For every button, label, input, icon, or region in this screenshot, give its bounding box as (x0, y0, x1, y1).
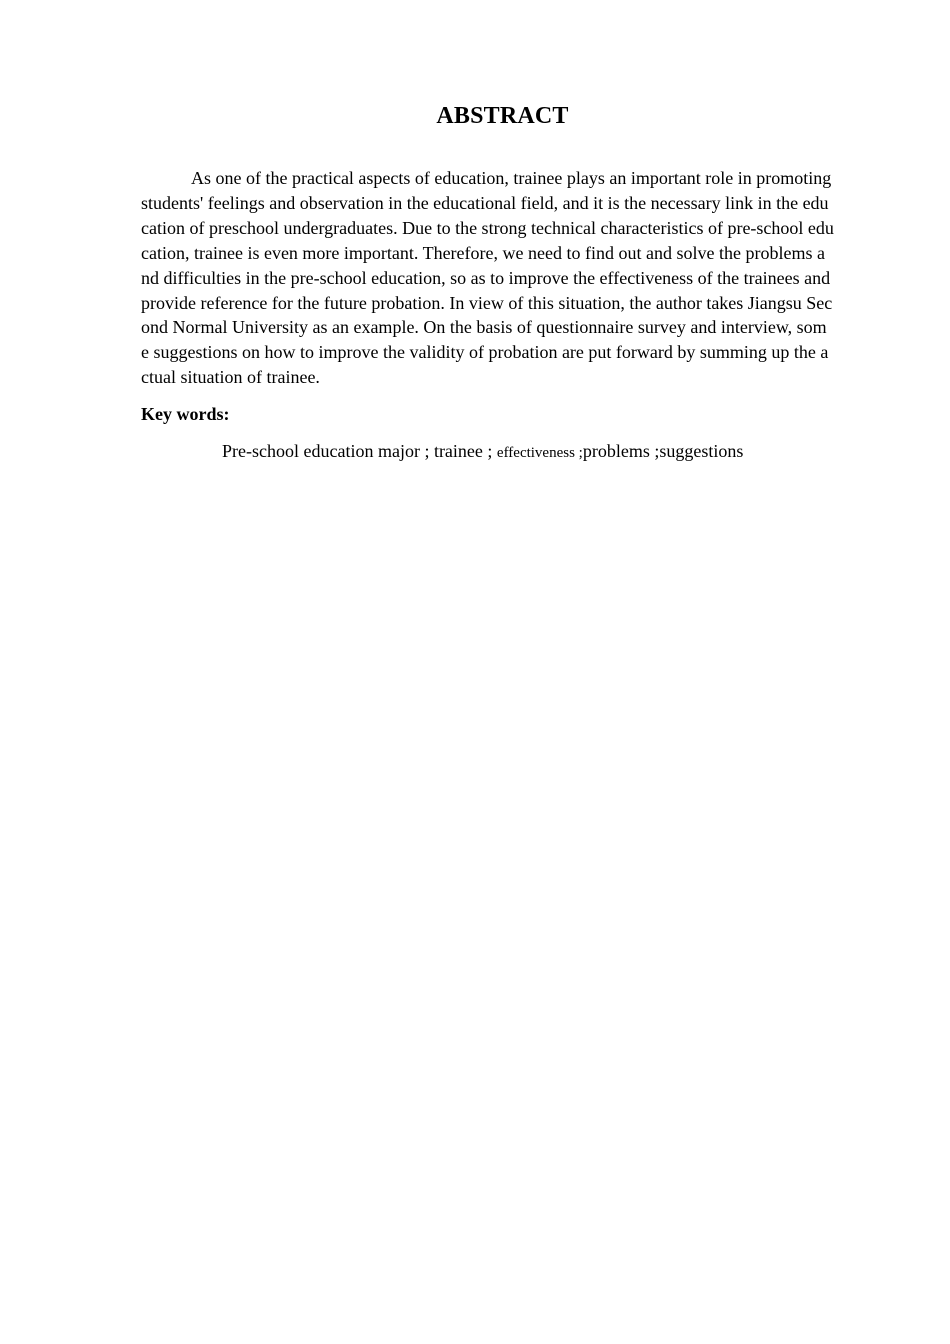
abstract-line-7: ond Normal University as an example. On the basis of questionnaire survey and interview, som (141, 317, 827, 338)
abstract-body (141, 166, 881, 390)
abstract-line-4: cation, trainee is even more important. Therefore, we need to find out and solve the problems a (141, 242, 825, 263)
abstract-line-9: ctual situation of trainee. (141, 367, 320, 388)
abstract-title: ABSTRACT (436, 103, 569, 129)
keywords-part-3: problems ;suggestions (582, 441, 744, 461)
keywords-heading: Key words: (141, 404, 230, 424)
abstract-line-5: nd difficulties in the pre-school education, so as to improve the effectiveness of the trainees and (141, 267, 831, 288)
keywords-part-1: Pre-school education major ; trainee ; (222, 441, 497, 461)
abstract-line-8: e suggestions on how to improve the validity of probation are put forward by summing up the a (141, 342, 829, 363)
abstract-line-2: students' feelings and observation in the educational field, and it is the necessary link in the edu (141, 192, 829, 213)
abstract-line-1: As one of the practical aspects of education, trainee plays an important role in promoting (191, 168, 832, 188)
abstract-line-6: provide reference for the future probation. In view of this situation, the author takes Jiangsu Sec (141, 292, 833, 313)
keywords-line (222, 439, 743, 465)
keywords-part-2: effectiveness ; (496, 445, 583, 461)
abstract-line-3: cation of preschool undergraduates. Due to the strong technical characteristics of pre-school edu (141, 217, 834, 238)
